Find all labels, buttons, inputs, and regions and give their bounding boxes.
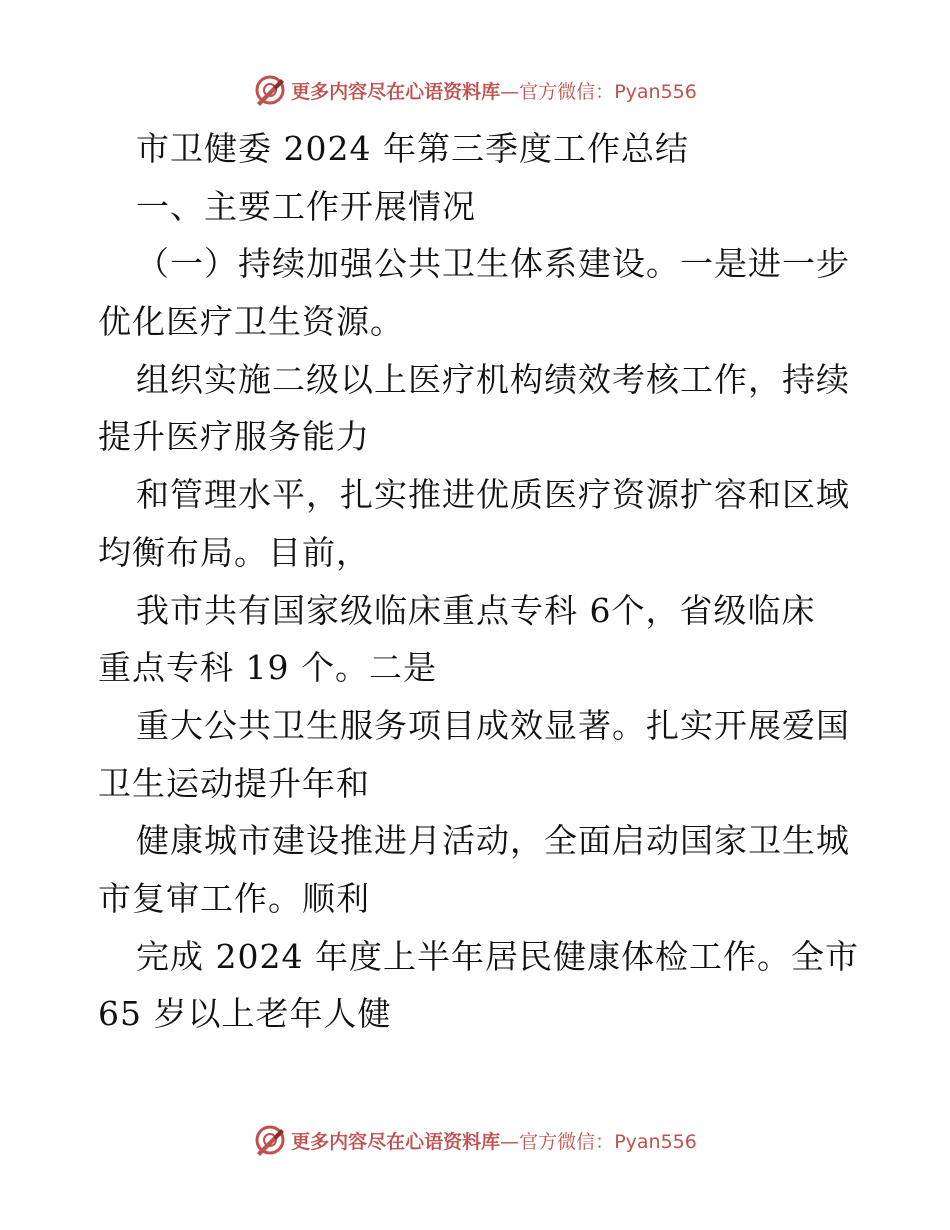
header-banner xyxy=(0,70,950,110)
text-line: 我市共有国家级临床重点专科 6个，省级临床 xyxy=(136,590,816,630)
banner-site-text: 更多内容尽在心语资料库 xyxy=(291,80,501,103)
text-line: 优化医疗卫生资源。 xyxy=(98,302,404,342)
text-line: 完成 2024 年度上半年居民健康体检工作。全市 xyxy=(136,936,859,976)
text-line: 和管理水平，扎实推进优质医疗资源扩容和区域 xyxy=(136,475,850,515)
pen-circle-logo-icon xyxy=(253,73,287,107)
text-line: 组织实施二级以上医疗机构绩效考核工作，持续 xyxy=(136,359,850,399)
text-line: 65 岁以上老年人健 xyxy=(98,994,392,1034)
banner-text xyxy=(291,1127,697,1154)
footer-banner xyxy=(0,1120,950,1160)
text-line: （一）持续加强公共卫生体系建设。一是进一步 xyxy=(136,244,850,284)
banner-site-text: 更多内容尽在心语资料库 xyxy=(291,1130,501,1153)
section-heading: 一、主要工作开展情况 xyxy=(136,186,476,226)
pen-circle-logo-icon xyxy=(253,1123,287,1157)
text-line: 均衡布局。目前， xyxy=(98,532,370,572)
text-line: 提升医疗服务能力 xyxy=(98,417,370,457)
text-line: 市复审工作。顺利 xyxy=(98,878,370,918)
banner-contact-id: Pyan556 xyxy=(614,80,697,103)
text-line: 重点专科 19 个。二是 xyxy=(98,648,437,688)
banner-contact-label: 官方微信： xyxy=(519,80,615,103)
text-line: 重大公共卫生服务项目成效显著。扎实开展爱国 xyxy=(136,705,850,745)
text-line: 卫生运动提升年和 xyxy=(98,763,370,803)
text-line: 健康城市建设推进月活动，全面启动国家卫生城 xyxy=(136,821,850,861)
document-title: 市卫健委 2024 年第三季度工作总结 xyxy=(136,129,689,168)
banner-text xyxy=(291,77,697,104)
banner-contact-id: Pyan556 xyxy=(614,1130,697,1153)
banner-contact-label: 官方微信： xyxy=(519,1130,615,1153)
document-body xyxy=(98,120,858,1043)
banner-dash: — xyxy=(500,1130,520,1153)
banner-dash: — xyxy=(500,80,520,103)
